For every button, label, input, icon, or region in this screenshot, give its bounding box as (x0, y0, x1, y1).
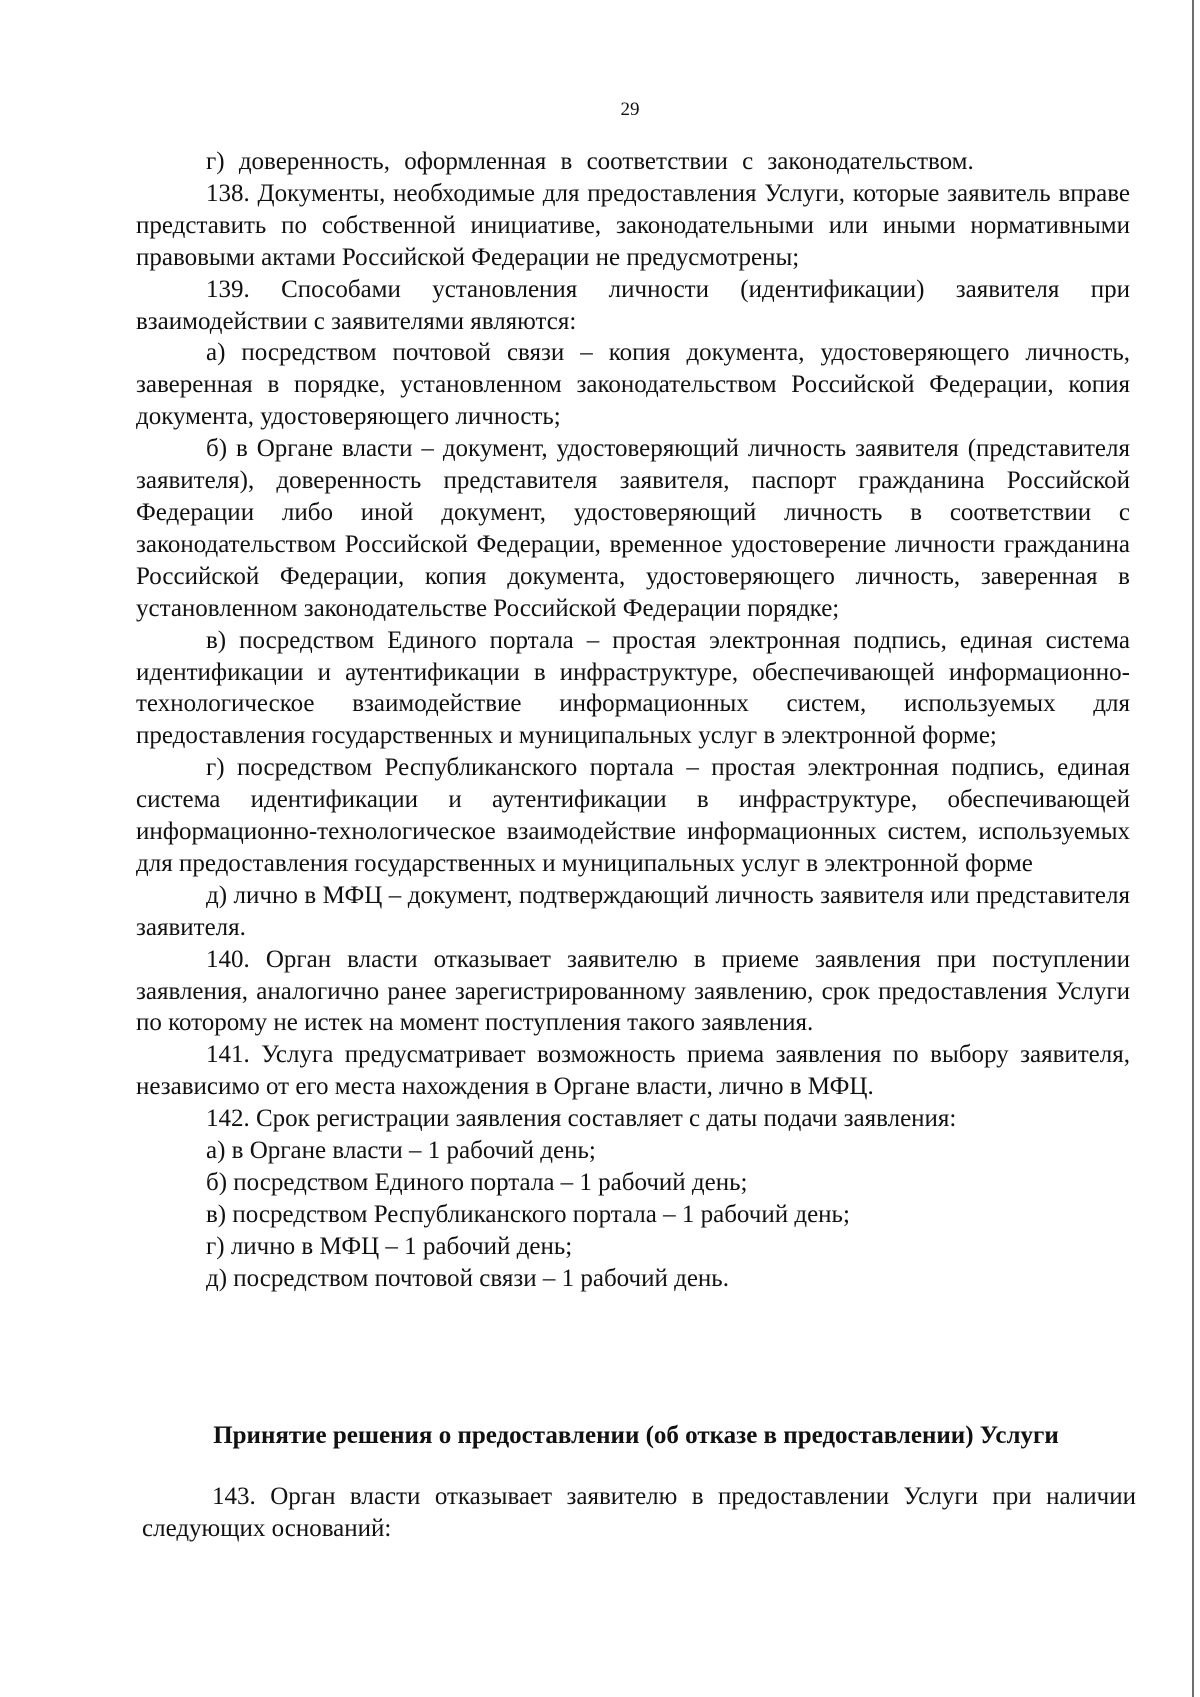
paragraph-142-v: в) посредством Республиканского портала – 1 рабочий день; (206, 1200, 850, 1228)
paragraph-139-g: г) посредством Республиканского портала – простая электронная подпись, единая система идентификации и аутентификации в инфраструктуре, обеспечивающей информационно-технологическое взаимодействие информационных систем, используемых для предоставления государственных и муниципальных услуг в электронной форме (136, 754, 1130, 877)
section-heading: Принятие решения о предоставлении (об отказе в предоставлении) Услуги (213, 1422, 1059, 1449)
paragraph-143: 143. Орган власти отказывает заявителю в предоставлении Услуги при наличии следующих оснований: (142, 1483, 1136, 1542)
paragraph-141: 141. Услуга предусматривает возможность приема заявления по выбору заявителя, независимо от его места нахождения в Органе власти, лично в МФЦ. (136, 1041, 1130, 1101)
paragraph-142-b: б) посредством Единого портала – 1 рабочий день; (206, 1169, 748, 1196)
paragraph-138: 138. Документы, необходимые для предоставления Услуги, которые заявитель вправе представить по собственной инициативе, законодательными или иными нормативными правовыми актами Российской Федерации не предусмотрены; (136, 179, 1130, 271)
right-margin-line (1192, 0, 1194, 1697)
paragraph-139-a: а) посредством почтовой связи – копия документа, удостоверяющего личность, заверенная в порядке, установленном законодательством Российской Федерации, копия документа, удостоверяющего личность; (136, 339, 1130, 431)
paragraph-139-v: в) посредством Единого портала – простая электронная подпись, единая система идентификации и аутентификации в инфраструктуре, обеспечивающей информационно-технологическое взаимодействие информационных систем, используемых для предоставления государственных и муниципальных услуг в электронной форме; (136, 626, 1130, 750)
paragraph-140: 140. Орган власти отказывает заявителю в приеме заявления при поступлении заявления, аналогично ранее зарегистрированному заявлению, срок предоставления Услуги по которому не истек на момент поступления такого заявления. (136, 945, 1130, 1037)
paragraph-142-a: а) в Органе власти – 1 рабочий день; (206, 1137, 596, 1165)
paragraph-139-b: б) в Органе власти – документ, удостоверяющий личность заявителя (представителя заявителя), доверенность представителя заявителя, паспорт гражданина Российской Федерации либо иной документ, удостоверяющий личность в соответствии с законодательством Российской Федерации, временное удостоверение личности гражданина Российской Федерации, копия документа, удостоверяющего личность, заверенная в установленном законодательстве Российской Федерации порядке; (136, 435, 1130, 622)
body-text (136, 146, 1130, 1295)
paragraph-139-d: д) лично в МФЦ – документ, подтверждающий личность заявителя или представителя заявителя. (136, 881, 1130, 941)
paragraph-g: г) доверенность, оформленная в соответствии с законодательством. (206, 148, 974, 175)
bottom-text (142, 1481, 1136, 1545)
paragraph-142-d: д) посредством почтовой связи – 1 рабочий день. (206, 1264, 729, 1292)
paragraph-142: 142. Срок регистрации заявления составляет с даты подачи заявления: (206, 1105, 957, 1133)
page-number: 29 (620, 99, 640, 120)
paragraph-142-g: г) лично в МФЦ – 1 рабочий день; (206, 1232, 573, 1260)
paragraph-139: 139. Способами установления личности (идентификации) заявителя при взаимодействии с заявителями являются: (136, 275, 1130, 335)
